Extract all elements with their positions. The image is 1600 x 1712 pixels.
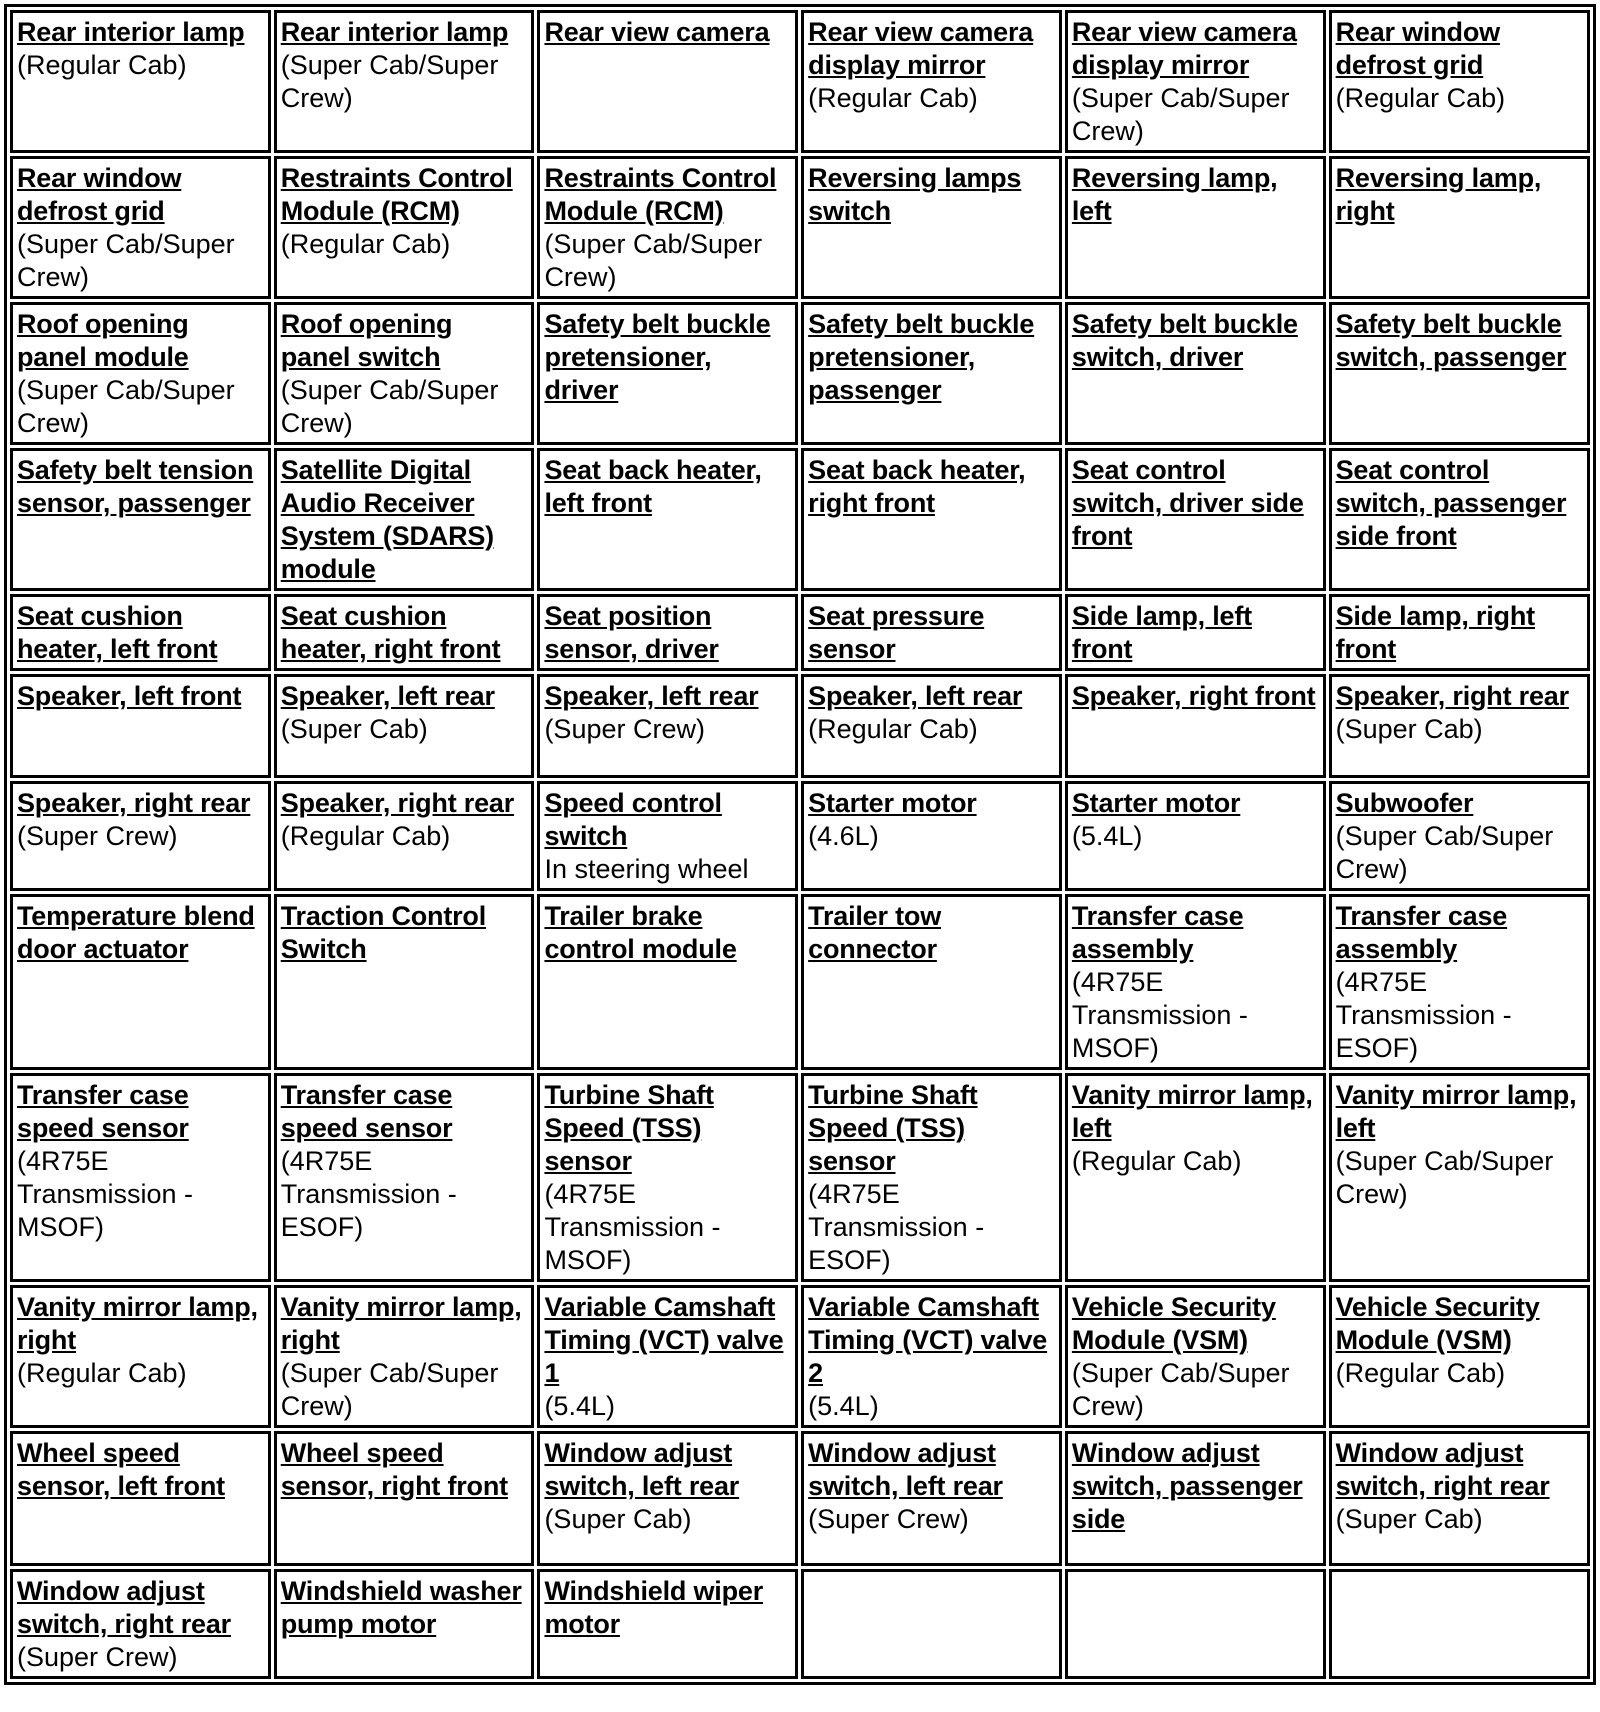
component-note: (Regular Cab) (808, 83, 978, 113)
component-note: (Super Cab/Super Crew) (1335, 821, 1554, 884)
index-cell (801, 1285, 1062, 1428)
component-note: (Regular Cab) (280, 821, 451, 851)
component-note: (4R75E Transmission - MSOF) (544, 1179, 721, 1275)
component-link[interactable]: Variable Camshaft Timing (VCT) valve 2 (808, 1292, 1048, 1388)
table-row (10, 594, 1590, 671)
index-cell (801, 594, 1062, 671)
component-link[interactable]: Rear view camera (544, 17, 770, 47)
component-link[interactable]: Vehicle Security Module (VSM) (1335, 1292, 1540, 1355)
component-note: (4R75E Transmission - MSOF) (17, 1146, 194, 1242)
index-cell (10, 1073, 271, 1282)
index-cell (10, 302, 271, 445)
component-note: (Super Cab/Super Crew) (1335, 1146, 1554, 1209)
table-row (10, 1285, 1590, 1428)
index-cell (1065, 894, 1326, 1070)
index-cell (10, 894, 271, 1070)
index-cell (537, 1073, 798, 1282)
component-note: (Super Cab/Super Crew) (280, 50, 499, 113)
component-link[interactable]: Speaker, right rear (17, 788, 251, 818)
component-link[interactable]: Vanity mirror lamp, right (280, 1292, 522, 1355)
index-cell (10, 448, 271, 591)
component-note: (Super Cab) (544, 1504, 692, 1534)
index-cell (537, 674, 798, 778)
index-cell (10, 156, 271, 299)
component-link[interactable]: Reversing lamps switch (808, 163, 1022, 226)
index-cell (10, 1569, 271, 1679)
component-link[interactable]: Window adjust switch, left rear (808, 1438, 1003, 1501)
table-row (10, 10, 1590, 153)
table-row (10, 302, 1590, 445)
index-cell (274, 674, 535, 778)
index-cell (1065, 1431, 1326, 1566)
component-link[interactable]: Restraints Control Module (RCM) (280, 163, 513, 226)
component-link[interactable]: Speaker, left front (17, 681, 242, 711)
index-cell (801, 1073, 1062, 1282)
component-link[interactable]: Turbine Shaft Speed (TSS) sensor (808, 1080, 978, 1176)
component-note: (Regular Cab) (17, 1358, 187, 1388)
component-link[interactable]: Trailer tow connector (808, 901, 941, 964)
component-link[interactable]: Vanity mirror lamp, right (17, 1292, 258, 1355)
component-link[interactable]: Transfer case assembly (1335, 901, 1508, 964)
component-link[interactable]: Speaker, left rear (544, 681, 759, 711)
index-cell (801, 302, 1062, 445)
index-cell (1329, 156, 1590, 299)
index-cell (10, 10, 271, 153)
index-cell (537, 594, 798, 671)
component-link[interactable]: Seat control switch, passenger side front (1335, 455, 1567, 551)
component-link[interactable]: Safety belt buckle switch, driver (1071, 309, 1298, 372)
index-cell (537, 781, 798, 891)
component-link[interactable]: Rear window defrost grid (1335, 17, 1500, 80)
index-cell (801, 156, 1062, 299)
component-link[interactable]: Side lamp, right front (1335, 601, 1535, 664)
component-note: (Super Cab/Super Crew) (280, 1358, 499, 1421)
component-note: (Super Crew) (544, 714, 705, 744)
component-link[interactable]: Reversing lamp, right (1335, 163, 1542, 226)
component-link[interactable]: Seat back heater, left front (544, 455, 762, 518)
index-cell (801, 781, 1062, 891)
index-cell (801, 1569, 1062, 1679)
component-link[interactable]: Safety belt buckle switch, passenger (1335, 309, 1567, 372)
index-cell (10, 1285, 271, 1428)
table-row (10, 1569, 1590, 1679)
table-row (10, 894, 1590, 1070)
index-cell (10, 1431, 271, 1566)
component-link[interactable]: Wheel speed sensor, left front (17, 1438, 225, 1501)
component-link[interactable]: Reversing lamp, left (1071, 163, 1278, 226)
table-row (10, 1431, 1590, 1566)
index-cell (801, 674, 1062, 778)
index-cell (1065, 594, 1326, 671)
index-cell (1329, 1431, 1590, 1566)
index-cell (1329, 1073, 1590, 1282)
component-link[interactable]: Seat back heater, right front (808, 455, 1026, 518)
component-note: (5.4L) (808, 1391, 879, 1421)
index-cell (1065, 10, 1326, 153)
table-row (10, 156, 1590, 299)
index-cell (1329, 781, 1590, 891)
component-note: (4R75E Transmission - ESOF) (808, 1179, 985, 1275)
index-cell (274, 448, 535, 591)
component-link[interactable]: Seat cushion heater, left front (17, 601, 218, 664)
index-cell (537, 10, 798, 153)
index-cell (801, 10, 1062, 153)
component-link[interactable]: Window adjust switch, passenger side (1071, 1438, 1303, 1534)
index-cell (537, 156, 798, 299)
component-note: (Regular Cab) (808, 714, 978, 744)
component-link[interactable]: Side lamp, left front (1071, 601, 1252, 664)
component-note: (Super Cab/Super Crew) (1071, 83, 1290, 146)
component-link[interactable]: Vanity mirror lamp, left (1071, 1080, 1313, 1143)
component-link[interactable]: Seat pressure sensor (808, 601, 985, 664)
component-note: (Super Cab) (280, 714, 428, 744)
index-cell (274, 594, 535, 671)
component-link[interactable]: Starter motor (1071, 788, 1241, 818)
component-link[interactable]: Temperature blend door actuator (17, 901, 255, 964)
component-link[interactable]: Windshield wiper motor (544, 1576, 764, 1639)
component-link[interactable]: Subwoofer (1335, 788, 1474, 818)
component-link[interactable]: Wheel speed sensor, right front (280, 1438, 508, 1501)
table-row (10, 674, 1590, 778)
component-note: (Super Cab/Super Crew) (544, 229, 763, 292)
index-cell (1065, 1569, 1326, 1679)
component-link[interactable]: Turbine Shaft Speed (TSS) sensor (544, 1080, 714, 1176)
index-cell (274, 781, 535, 891)
component-index-table (4, 4, 1596, 1685)
component-link[interactable]: Variable Camshaft Timing (VCT) valve 1 (544, 1292, 784, 1388)
component-link[interactable]: Vanity mirror lamp, left (1335, 1080, 1577, 1143)
index-cell (274, 1285, 535, 1428)
index-cell (537, 1431, 798, 1566)
component-link[interactable]: Speed control switch (544, 788, 722, 851)
component-link[interactable]: Vehicle Security Module (VSM) (1071, 1292, 1276, 1355)
component-link[interactable]: Rear interior lamp (17, 17, 245, 47)
component-link[interactable]: Speaker, right front (1071, 681, 1316, 711)
index-cell (1329, 10, 1590, 153)
component-link[interactable]: Transfer case speed sensor (280, 1080, 453, 1143)
table-row (10, 781, 1590, 891)
index-cell (1065, 156, 1326, 299)
index-cell (1065, 1073, 1326, 1282)
index-cell (1065, 674, 1326, 778)
component-note: In steering wheel (544, 854, 749, 884)
index-cell (274, 156, 535, 299)
index-cell (537, 1569, 798, 1679)
component-note: (Regular Cab) (1335, 83, 1506, 113)
index-cell (537, 1285, 798, 1428)
index-cell (801, 1431, 1062, 1566)
component-index-body (10, 10, 1590, 1679)
index-cell (1065, 448, 1326, 591)
component-note: (Regular Cab) (1335, 1358, 1506, 1388)
index-cell (537, 894, 798, 1070)
index-cell (1329, 894, 1590, 1070)
component-note: (4R75E Transmission - ESOF) (280, 1146, 457, 1242)
index-cell (1329, 302, 1590, 445)
index-cell (1329, 1285, 1590, 1428)
index-cell (801, 448, 1062, 591)
index-cell (274, 894, 535, 1070)
index-cell (274, 10, 535, 153)
table-row (10, 1073, 1590, 1282)
component-link[interactable]: Roof opening panel switch (280, 309, 453, 372)
component-link[interactable]: Transfer case speed sensor (17, 1080, 189, 1143)
component-link[interactable]: Safety belt tension sensor, passenger (17, 455, 254, 518)
component-note: (Super Crew) (808, 1504, 969, 1534)
component-link[interactable]: Roof opening panel module (17, 309, 189, 372)
component-link[interactable]: Window adjust switch, right rear (1335, 1438, 1550, 1501)
component-note: (5.4L) (544, 1391, 615, 1421)
component-link[interactable]: Seat control switch, driver side front (1071, 455, 1304, 551)
index-cell (10, 594, 271, 671)
index-cell (274, 1073, 535, 1282)
component-link[interactable]: Starter motor (808, 788, 977, 818)
component-link[interactable]: Traction Control Switch (280, 901, 487, 964)
component-note: (4R75E Transmission - ESOF) (1335, 967, 1512, 1063)
index-cell (1329, 594, 1590, 671)
component-note: (Regular Cab) (1071, 1146, 1242, 1176)
component-link[interactable]: Rear view camera display mirror (808, 17, 1034, 80)
component-link[interactable]: Window adjust switch, right rear (17, 1576, 231, 1639)
component-note: (5.4L) (1071, 821, 1143, 851)
component-link[interactable]: Windshield washer pump motor (280, 1576, 522, 1639)
component-link[interactable]: Transfer case assembly (1071, 901, 1244, 964)
component-link[interactable]: Window adjust switch, left rear (544, 1438, 740, 1501)
table-row (10, 448, 1590, 591)
index-cell (1329, 448, 1590, 591)
component-link[interactable]: Rear interior lamp (280, 17, 509, 47)
index-cell (1065, 302, 1326, 445)
index-cell (537, 302, 798, 445)
component-note: (Super Cab/Super Crew) (17, 229, 235, 292)
index-cell (274, 302, 535, 445)
component-link[interactable]: Safety belt buckle pretensioner, driver (544, 309, 771, 405)
index-cell (10, 674, 271, 778)
component-note: (Super Cab/Super Crew) (1071, 1358, 1290, 1421)
index-cell (1065, 1285, 1326, 1428)
component-link[interactable]: Speaker, right rear (280, 788, 515, 818)
index-cell (537, 448, 798, 591)
component-note: (4R75E Transmission - MSOF) (1071, 967, 1248, 1063)
index-cell (1329, 674, 1590, 778)
component-link[interactable]: Satellite Digital Audio Receiver System (SDARS) module (280, 455, 494, 584)
index-cell (274, 1431, 535, 1566)
index-cell (274, 1569, 535, 1679)
component-note: (Super Crew) (17, 821, 178, 851)
component-note: (Super Crew) (17, 1642, 178, 1672)
component-link[interactable]: Speaker, left rear (808, 681, 1023, 711)
component-link[interactable]: Seat position sensor, driver (544, 601, 719, 664)
index-cell (1329, 1569, 1590, 1679)
index-cell (801, 894, 1062, 1070)
index-cell (10, 781, 271, 891)
component-link[interactable]: Rear view camera display mirror (1071, 17, 1297, 80)
component-note: (Super Cab/Super Crew) (280, 375, 499, 438)
component-link[interactable]: Safety belt buckle pretensioner, passenger (808, 309, 1035, 405)
component-link[interactable]: Seat cushion heater, right front (280, 601, 501, 664)
component-link[interactable]: Rear window defrost grid (17, 163, 182, 226)
index-cell (1065, 781, 1326, 891)
component-link[interactable]: Trailer brake control module (544, 901, 737, 964)
component-link[interactable]: Restraints Control Module (RCM) (544, 163, 777, 226)
component-link[interactable]: Speaker, right rear (1335, 681, 1569, 711)
component-note: (Regular Cab) (17, 50, 187, 80)
component-note: (Super Cab) (1335, 1504, 1483, 1534)
component-link[interactable]: Speaker, left rear (280, 681, 495, 711)
component-note: (4.6L) (808, 821, 879, 851)
component-note: (Super Cab) (1335, 714, 1483, 744)
component-note: (Super Cab/Super Crew) (17, 375, 235, 438)
component-note: (Regular Cab) (280, 229, 451, 259)
